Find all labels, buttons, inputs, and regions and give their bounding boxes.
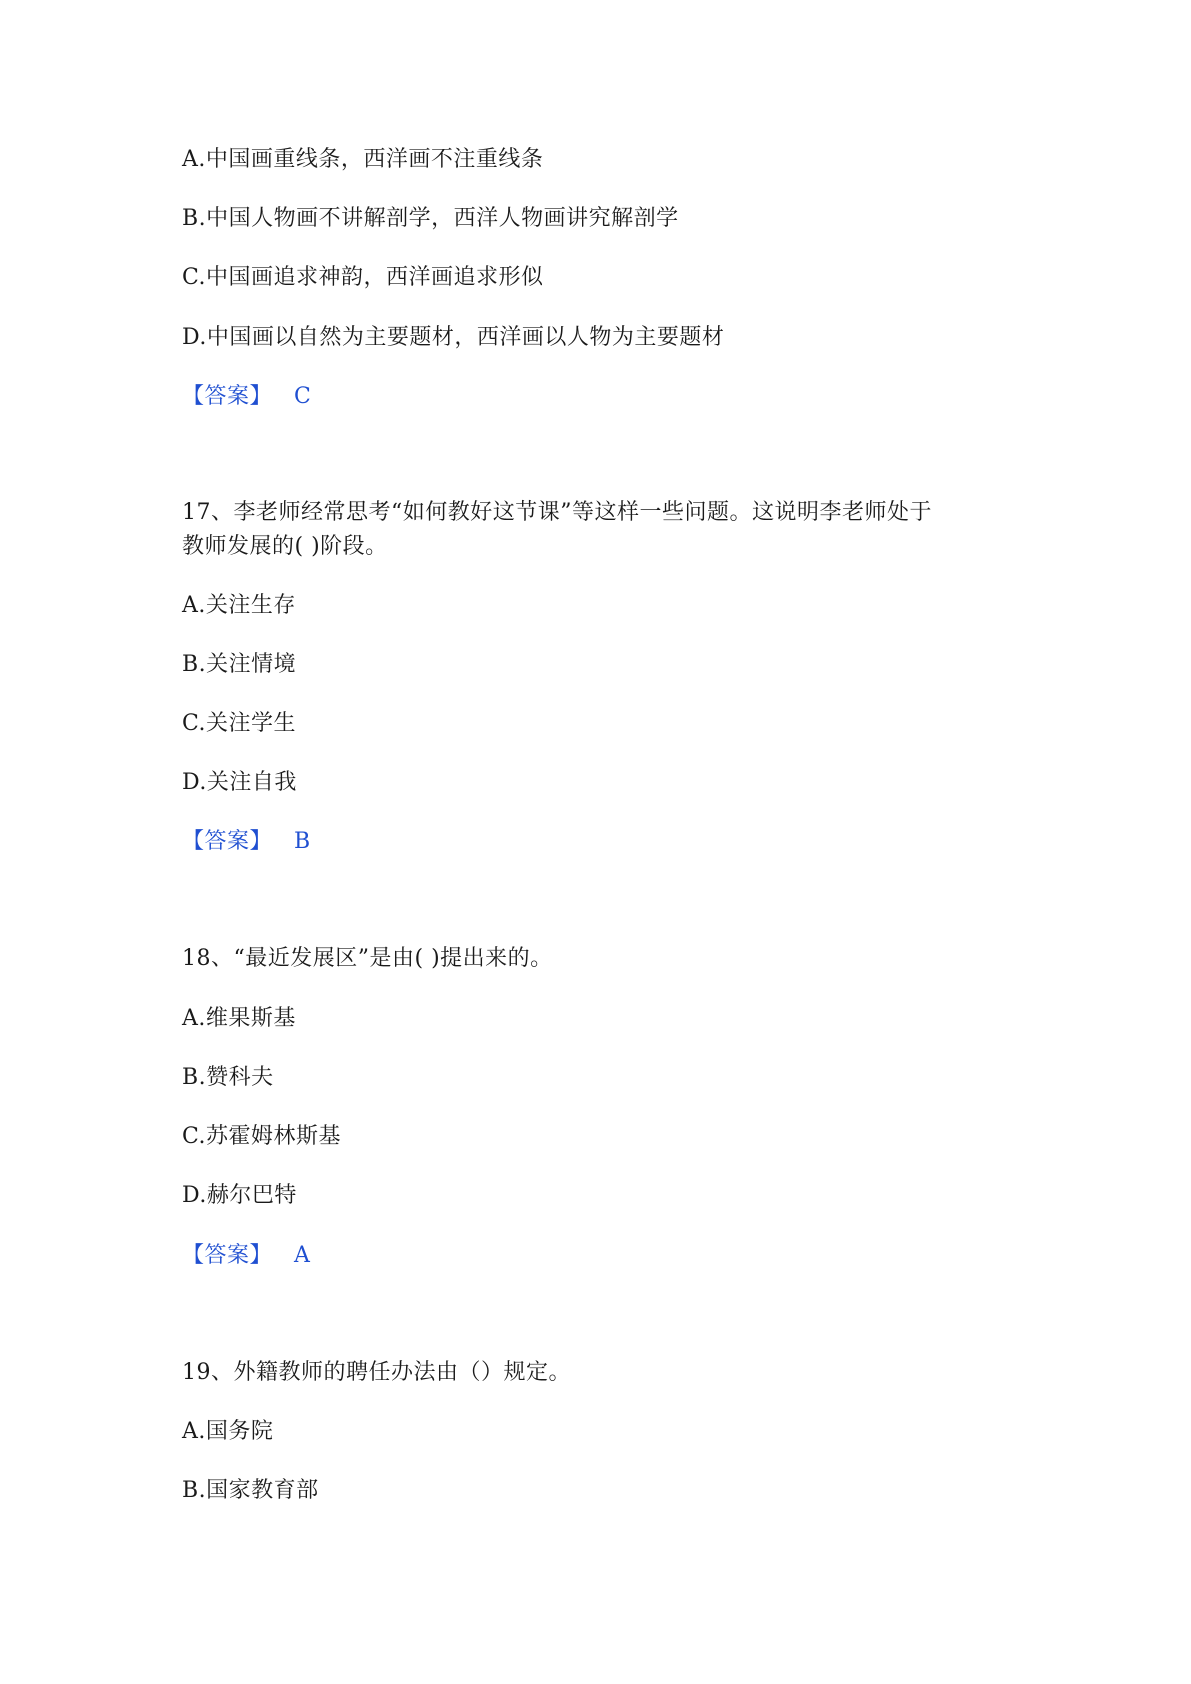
answer-label: 【答案】 — [182, 829, 273, 854]
answer-label: 【答案】 — [182, 1243, 273, 1268]
answer-value: A — [294, 1243, 311, 1268]
option-a: A.维果斯基 — [182, 1006, 296, 1031]
question-18: 18、“最近发展区”是由( )提出来的。 — [182, 946, 553, 971]
option-c: C.中国画追求神韵，西洋画追求形似 — [182, 265, 544, 290]
option-a: A.国务院 — [182, 1419, 274, 1444]
question-17-line-2: 教师发展的( )阶段。 — [182, 534, 388, 559]
answer-line — [182, 1240, 310, 1272]
answer-label: 【答案】 — [182, 384, 273, 409]
option-b: B.国家教育部 — [182, 1478, 319, 1503]
answer-value: B — [294, 829, 311, 854]
option-a: A.中国画重线条，西洋画不注重线条 — [182, 147, 544, 172]
answer-line — [182, 826, 311, 858]
option-a: A.关注生存 — [182, 593, 296, 618]
answer-value: C — [294, 384, 312, 409]
option-b: B.关注情境 — [182, 652, 297, 677]
option-b: B.中国人物画不讲解剖学，西洋人物画讲究解剖学 — [182, 206, 679, 231]
option-d: D.中国画以自然为主要题材，西洋画以人物为主要题材 — [182, 325, 725, 350]
option-d: D.赫尔巴特 — [182, 1183, 297, 1208]
question-19: 19、外籍教师的聘任办法由（）规定。 — [182, 1360, 571, 1385]
option-c: C.苏霍姆林斯基 — [182, 1124, 342, 1149]
answer-line — [182, 381, 311, 413]
option-c: C.关注学生 — [182, 711, 297, 736]
question-17-line-1: 17、李老师经常思考“如何教好这节课”等这样一些问题。这说明李老师处于 — [182, 500, 932, 525]
option-d: D.关注自我 — [182, 770, 297, 795]
option-b: B.赞科夫 — [182, 1065, 274, 1090]
